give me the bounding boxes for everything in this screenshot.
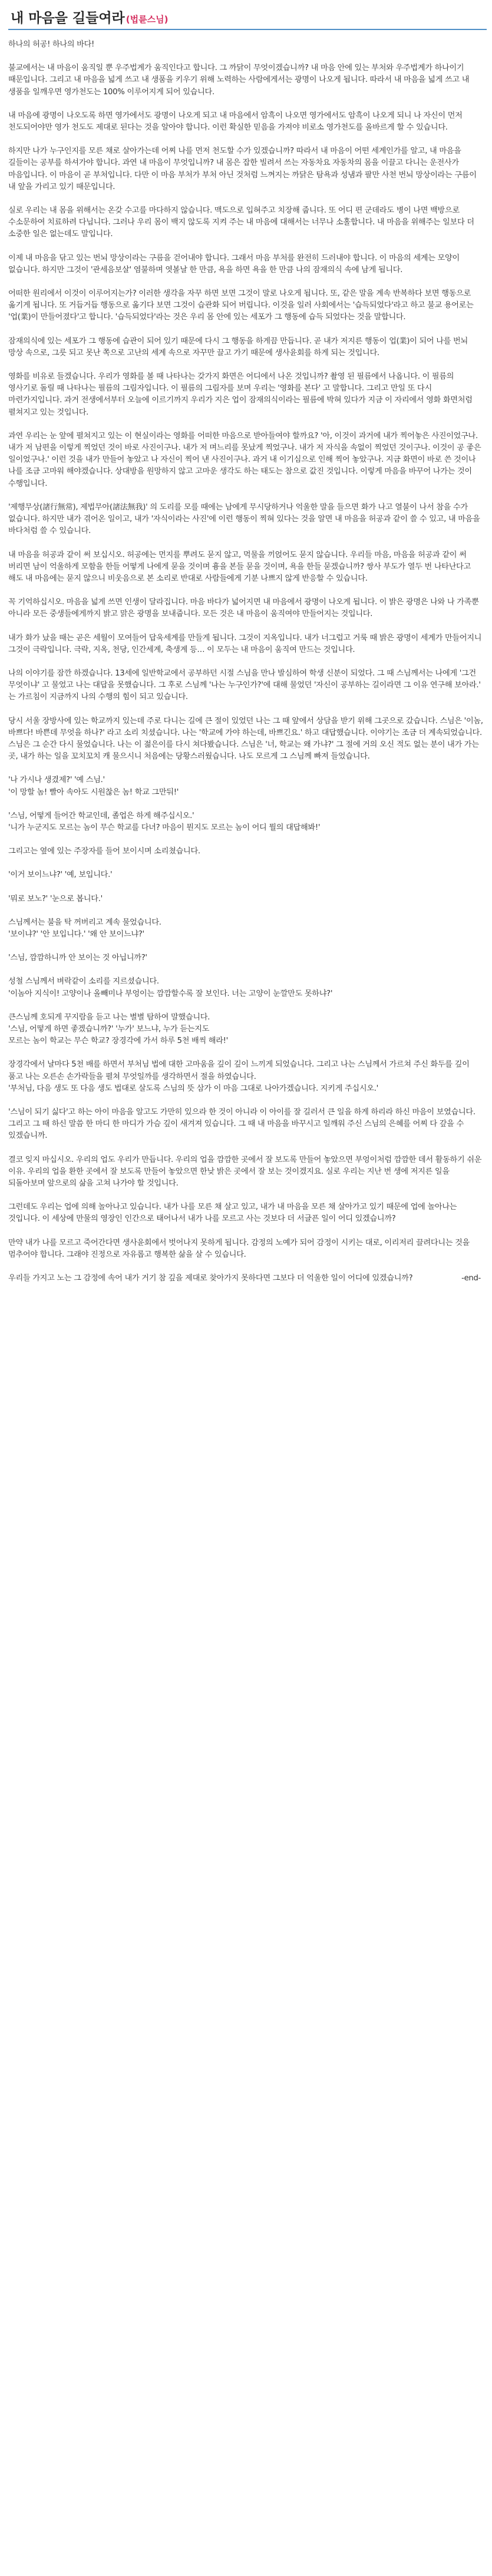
title-bar bbox=[5, 4, 487, 29]
paragraph: '스님이 되기 싫다'고 하는 아이 마음을 알고도 가만히 있으라 한 것이 아니라 이 아이를 잘 길러서 큰 일을 하게 하리라 하신 마음이 보였습니다. 그리고 그 때 하신 말씀 한 마디 한 마디가 가슴 깊이 새겨져 있습니다. 그 때 내 마음을 바꾸시고 일깨워 주신 스님의 은혜를 어찌 다 갚을 수 있겠습니까. bbox=[8, 1108, 476, 1141]
paragraph: 과연 우리는 눈 앞에 펼쳐지고 있는 이 현실이라는 영화를 어떠한 마음으로 받아들여야 할까요? '아, 이것이 과거에 내가 찍어놓은 사진이었구나. 내가 저 남편을 이렇게 찍었던 것이 바로 사진이구나. 내가 저 며느리를 못났게 찍었구나. 내가 저 자식을 속없이 찍었던 것이구나. 이것이 공 좋은 일이었구나.' 이런 것을 내가 만들어 놓았고 나 자신이 찍어 낸 사진이구나. 과거 내 이기심으로 인해 찍어 놓았구나. 지금 화면이 바로 쓴 것이나 나를 조금 고마워 해야겠습니다. 상대방을 원망하지 않고 고마운 생각도 하는 태도는 참으로 값진 것입니다. 이렇게 마음을 바꾸어 나가는 것이 수행입니다. bbox=[8, 431, 481, 488]
paragraph: 우리들 가지고 노는 그 감정에 속어 내가 거기 참 깊을 제대로 찾아가지 못하다면 그보다 더 억울한 일이 어디에 있겠습니까? -end- bbox=[8, 1273, 484, 1284]
paragraph: 꼭 기억하십시오. 마음을 넓게 쓰면 인생이 달라집니다. 마음 바다가 넓어지면 내 마음에서 광명이 나오게 됩니다. 이 밝은 광명은 나와 나 가족뿐 아니라 모든 중생들에게까지 밝고 맑은 광명을 보내줍니다. 모든 것은 내 마음이 움직여야 만들어지는 것입니다. bbox=[8, 598, 479, 619]
paragraph: 성철 스님께서 벼락같이 소리를 지르셨습니다. '이놈아 지식이! 고양이나 올빼미나 부엉이는 깜깜할수록 잘 보인다. 너는 고양이 눈깔만도 못하냐?' bbox=[8, 977, 333, 998]
article-body bbox=[8, 39, 484, 1296]
paragraph: '이거 보이느냐?' '예, 보입니다.' bbox=[8, 870, 113, 880]
paragraph: 잠재의식에 있는 세포가 그 행동에 습관이 되어 있기 때문에 다시 그 행동을 하게끔 만듭니다. 곧 내가 저지른 행동이 업(業)이 되어 나를 번뇌 망상 속으로, 그릇 되고 못난 쪽으로 고난의 세계 속으로 자꾸만 끌고 가기 때문에 생사윤회를 하게 되는 것입니다. bbox=[8, 336, 468, 357]
title-main: 내 마음을 길들여라 bbox=[11, 11, 125, 26]
paragraph: 불교에서는 내 마음이 움직일 뿐 우주법계가 움직인다고 합니다. 그 까닭이 무엇이겠습니까? 내 마음 안에 있는 부처와 우주법계가 하나이기 때문입니다. 그리고 내 마음을 넓게 쓰고 내 생품을 키우기 위해 노력하는 사람에게서는 광명이 나오게 됩니다. 따라서 내 마음을 넓게 쓰고 내 생품을 일깨우면 영가천도는 100% 이루어지게 되어 있습니다. bbox=[8, 64, 470, 97]
page-title bbox=[11, 7, 168, 27]
paragraph: '스님, 깜깜하니까 안 보이는 것 아닙니까?' bbox=[8, 953, 147, 963]
paragraph: 어떠한 원리에서 이것이 이루어지는가? 이러한 생각을 자꾸 하면 보면 그것이 말로 나오게 됩니다. 또, 같은 말을 계속 반복하다 보면 행동으로 옮기게 됩니다. 또 거듭거듭 행동으로 옮기다 보면 그것이 습관화 되어 버립니다. 이것을 일러 사회에서는 '습득되었다'라고 하고 불교 용어로는 '업(業)이 만들어졌다'고 합니다. '습득되었다'라는 것은 우리 몸 안에 있는 세포가 그 행동에 습득 되었다는 것을 말합니다. bbox=[8, 289, 474, 322]
paragraph: 스님께서는 불을 탁 꺼버리고 계속 물었습니다. '보이냐?' '안 보입니다.' '왜 안 보이느냐?' bbox=[8, 918, 161, 939]
paragraph: 장경각에서 날마다 5천 배를 하면서 부처님 법에 대한 고마움을 깊이 깊이 느끼게 되었습니다. 그리고 나는 스님께서 가르쳐 주신 화두를 깊이 품고 나는 오른손 손가락들을 펼쳐 무엇일까를 생각하면서 절을 하였습니다. '부처님, 다음 생도 또 다음 생도 법대로 살도록 스님의 뜻 삼가 이 마음 그대로 나아가겠습니다. 지키게 주십시오.' bbox=[8, 1060, 470, 1093]
paragraph: 실로 우리는 내 몸을 위해서는 온갖 수고를 마다하지 않습니다. 맥도으로 입혀주고 치장해 줍니다. 또 어디 편 군데라도 병이 나면 백방으로 수소문하여 치료하려 다닙니다. 그러나 우리 몸이 백지 않도록 지켜 주는 내 마음에 대해서는 너무나 소홀합니다. 내 마음을 위해주는 일보다 더 소중한 일은 없는데도 말입니다. bbox=[8, 206, 474, 239]
paragraph: 하지만 나가 누구인지를 모른 채로 살아가는데 어찌 나를 먼저 천도할 수가 있겠습니까? 따라서 내 마음이 어떤 세계인가를 알고, 내 마음을 길들이는 공부를 하셔가야 합니다. 과연 내 마음이 무엇입니까? 내 몸은 잡한 빌려서 쓰는 자동차요 자동차의 몸을 이끌고 다니는 운전사가 마음입니다. 이 마음이 곧 부처입니다. 다만 이 마음 부처가 부처 아닌 것처럼 느껴지는 까닭은 탐욕과 성냄과 팔만 사천 번뇌 망상이라는 구름이 내 앞을 가리고 있기 때문입니다. bbox=[8, 147, 477, 191]
paragraph: 이제 내 마음을 닦고 있는 번뇌 망상이라는 구름을 걷어내야 합니다. 그래서 마음 부처를 완전히 드러내야 합니다. 이 마음의 세계는 모양이 없습니다. 하지만 그것이 '관세음보살' 염불하며 엿볼날 한 만큼, 욕을 하면 욕을 한 만큼 나의 잠재의식 속에 남게 됩니다. bbox=[8, 253, 460, 274]
paragraph: '제행무상(諸行無常), 제법무아(諸法無我)' 의 도리를 모를 때에는 남에게 무시당하거나 억울한 말을 들으면 화가 나고 열불이 나서 참을 수가 없습니다. 하지만 내가 겪어온 일이고, 내가 '자식이라는 사진'에 이런 행동이 찍혀 있다는 것을 알면 내 마음을 허공과 같이 쓸 수 있고, 내 마음을 바다처럼 쓸 수 있습니다. bbox=[8, 502, 480, 536]
paragraph: '나 가시나 생겼제?' '예 스님.' '이 망할 놈! 빨아 속아도 시원찮은 놈! 학교 그만둬!' bbox=[8, 776, 179, 797]
paragraph: 결코 잊지 마십시오. 우리의 업도 우리가 만듭니다. 우리의 업을 깜깜한 곳에서 잘 보도록 만들어 놓았으면 부엉이처럼 깜깜한 데서 활동하기 쉬운 이유. 우리의 업을 환한 곳에서 잘 보도록 만들어 놓았으면 한낮 밝은 곳에서 잘 보는 것이겠지요. 실로 우리는 지난 번 생에 저지른 일을 되돌아보며 앞으로의 삶을 고쳐 나가야 할 것입니다. bbox=[8, 1155, 482, 1188]
paragraph: 내가 화가 났을 때는 곧은 세월이 모여들어 답욱세계를 만들게 됩니다. 그것이 지옥입니다. 내가 너그럽고 거룩 때 밝은 광명이 세계가 만들어지니 그것이 극락입니다. 극락, 지옥, 천당, 인간세계, 축생계 등… 이 모두는 내 마음이 움직여 만드는 것입니다. bbox=[8, 633, 482, 654]
paragraph: '뭐로 보노?' '눈으로 봅니다.' bbox=[8, 894, 103, 903]
paragraph: 그리고는 옆에 있는 주장자를 들어 보이시며 소리쳤습니다. bbox=[8, 847, 200, 856]
paragraph: 내 마음을 허공과 같이 써 보십시오. 허공에는 먼지를 뿌려도 묻지 않고, 먹물을 끼얹어도 묻지 않습니다. 우리들 마음, 마음을 허공과 같이 써 버리면 남이 억울하게 모함을 한들 어떻게 나에게 묻을 것이며 흉을 본들 묻을 것이며, 욕을 한들 묻겠습니까? 쌍사 부도가 열두 번 나타난다고 해도 내 마음에는 묻지 않으니 비웃음으로 본 소리로 반대로 사람들에게 기분 나쁘지 않게 반응할 수 있습니다. bbox=[8, 550, 471, 583]
paragraph: 내 마음에 광명이 나오도록 하면 영가에서도 광명이 나오게 되고 내 마음에서 암흑이 나오면 영가에서도 암흑이 나오게 되니 나 자신이 먼저 천도되어야만 영가 천도도 제대로 된다는 것을 알아야 합니다. 이런 확실한 믿음을 가져야 비로소 영가천도를 올바르게 할 수 있습니다. bbox=[8, 111, 463, 133]
paragraph: 큰스님께 호되게 꾸지람을 듣고 나는 별별 탐하여 말했습니다. '스님, 어떻게 하면 좋겠습니까?' '누가' 보느냐, 누가 듣는지도 모르는 놈이 학교는 무슨 학교? 장경각에 가서 하루 5천 배씩 해라!' bbox=[8, 1012, 228, 1046]
paragraph: 나의 이야기를 잠깐 하겠습니다. 13세에 일반학교에서 공부하던 시절 스님을 만나 발심하여 학생 신분이 되었다. 그 때 스님께서는 나에게 '그건 무엇이냐' 고 물었고 나는 대답을 못했습니다. 그 후로 스님께 '나는 누구인가?'에 대해 물었던 '자신이 공부하는 길이라면 그 이유 연구해 보아라.' 는 가르침이 지금까지 나의 수행의 힘이 되고 있습니다. bbox=[8, 668, 481, 702]
paragraph: 만약 내가 나를 모르고 죽어간다면 생사윤회에서 벗어나지 못하게 됩니다. 감정의 노예가 되어 감정이 시키는 대로, 이리저리 끌려다니는 것을 멈추어야 합니다. 그래야 진정으로 자유롭고 행복한 삶을 살 수 있습니다. bbox=[8, 1238, 470, 1259]
title-underline bbox=[8, 29, 487, 30]
paragraph: 하나의 허공! 하나의 바다! bbox=[8, 40, 95, 49]
paragraph: '스님, 어떻게 들어간 학교인데, 졸업은 하게 해주십시오.' '니가 누군지도 모르는 놈이 무슨 학교를 다녀? 마음이 뭔지도 모르는 놈이 어디 뭘의 대답해봐!' bbox=[8, 811, 321, 832]
end-mark: -end- bbox=[461, 1274, 481, 1283]
paragraph: 그런데도 우리는 업에 의해 놀아나고 있습니다. 내가 나를 모른 채 살고 있고, 내가 내 마음을 모른 채 살아가고 있기 때문에 업에 놀아나는 것입니다. 이 세상에 만물의 영장인 인간으로 태어나서 내가 나를 모르고 사는 것보다 더 서글픈 일이 어디 있겠습니까? bbox=[8, 1203, 457, 1224]
paragraph: 당시 서울 장방사에 있는 학교까지 있는데 주로 다니는 길에 큰 절이 있었던 나는 그 때 앞에서 상담을 받기 위해 그곳으로 갔습니다. 스님은 '이놈, 바쁘다! 바쁜데 무엇을 하나?' 라고 소리 치셨습니다. 나는 '학교에 가야 하는데, 바쁘긴요.' 하고 대답했습니다. 이야기는 조금 더 계속되었습니다. 스님은 그 순간 다시 물었습니다. 나는 이 젊은이를 다시 쳐다봤습니다. 스님은 '너, 학교는 왜 가냐?' 그 절에 거의 오신 적도 없는 분이 내가 가는 곳, 내가 하는 일을 꼬치꼬치 캐 물으시니 처음에는 당황스러웠습니다. 나도 모르게 그 스님께 빠져 들었습니다. bbox=[8, 716, 483, 761]
title-subtitle: (법륜스님) bbox=[126, 14, 169, 25]
paragraph: 영화를 비유로 들겠습니다. 우리가 영화를 볼 때 나타나는 갖가지 화면은 어디에서 나온 것입니까? 촬영 된 필름에서 나옵니다. 이 필름의 영사기로 돌릴 때 나타나는 필름의 그림자입니다. 이 필름의 그림자를 보며 우리는 '영화를 본다' 고 말합니다. 그리고 만일 또 다시 마련가지입니다. 과거 전생에서부터 오늘에 이르기까지 우리가 지은 업이 잠재의식이라는 필름에 박혀 있다가 지금 이 자리에서 영화 화면처럼 펼쳐지고 있는 것입니다. bbox=[8, 372, 473, 417]
